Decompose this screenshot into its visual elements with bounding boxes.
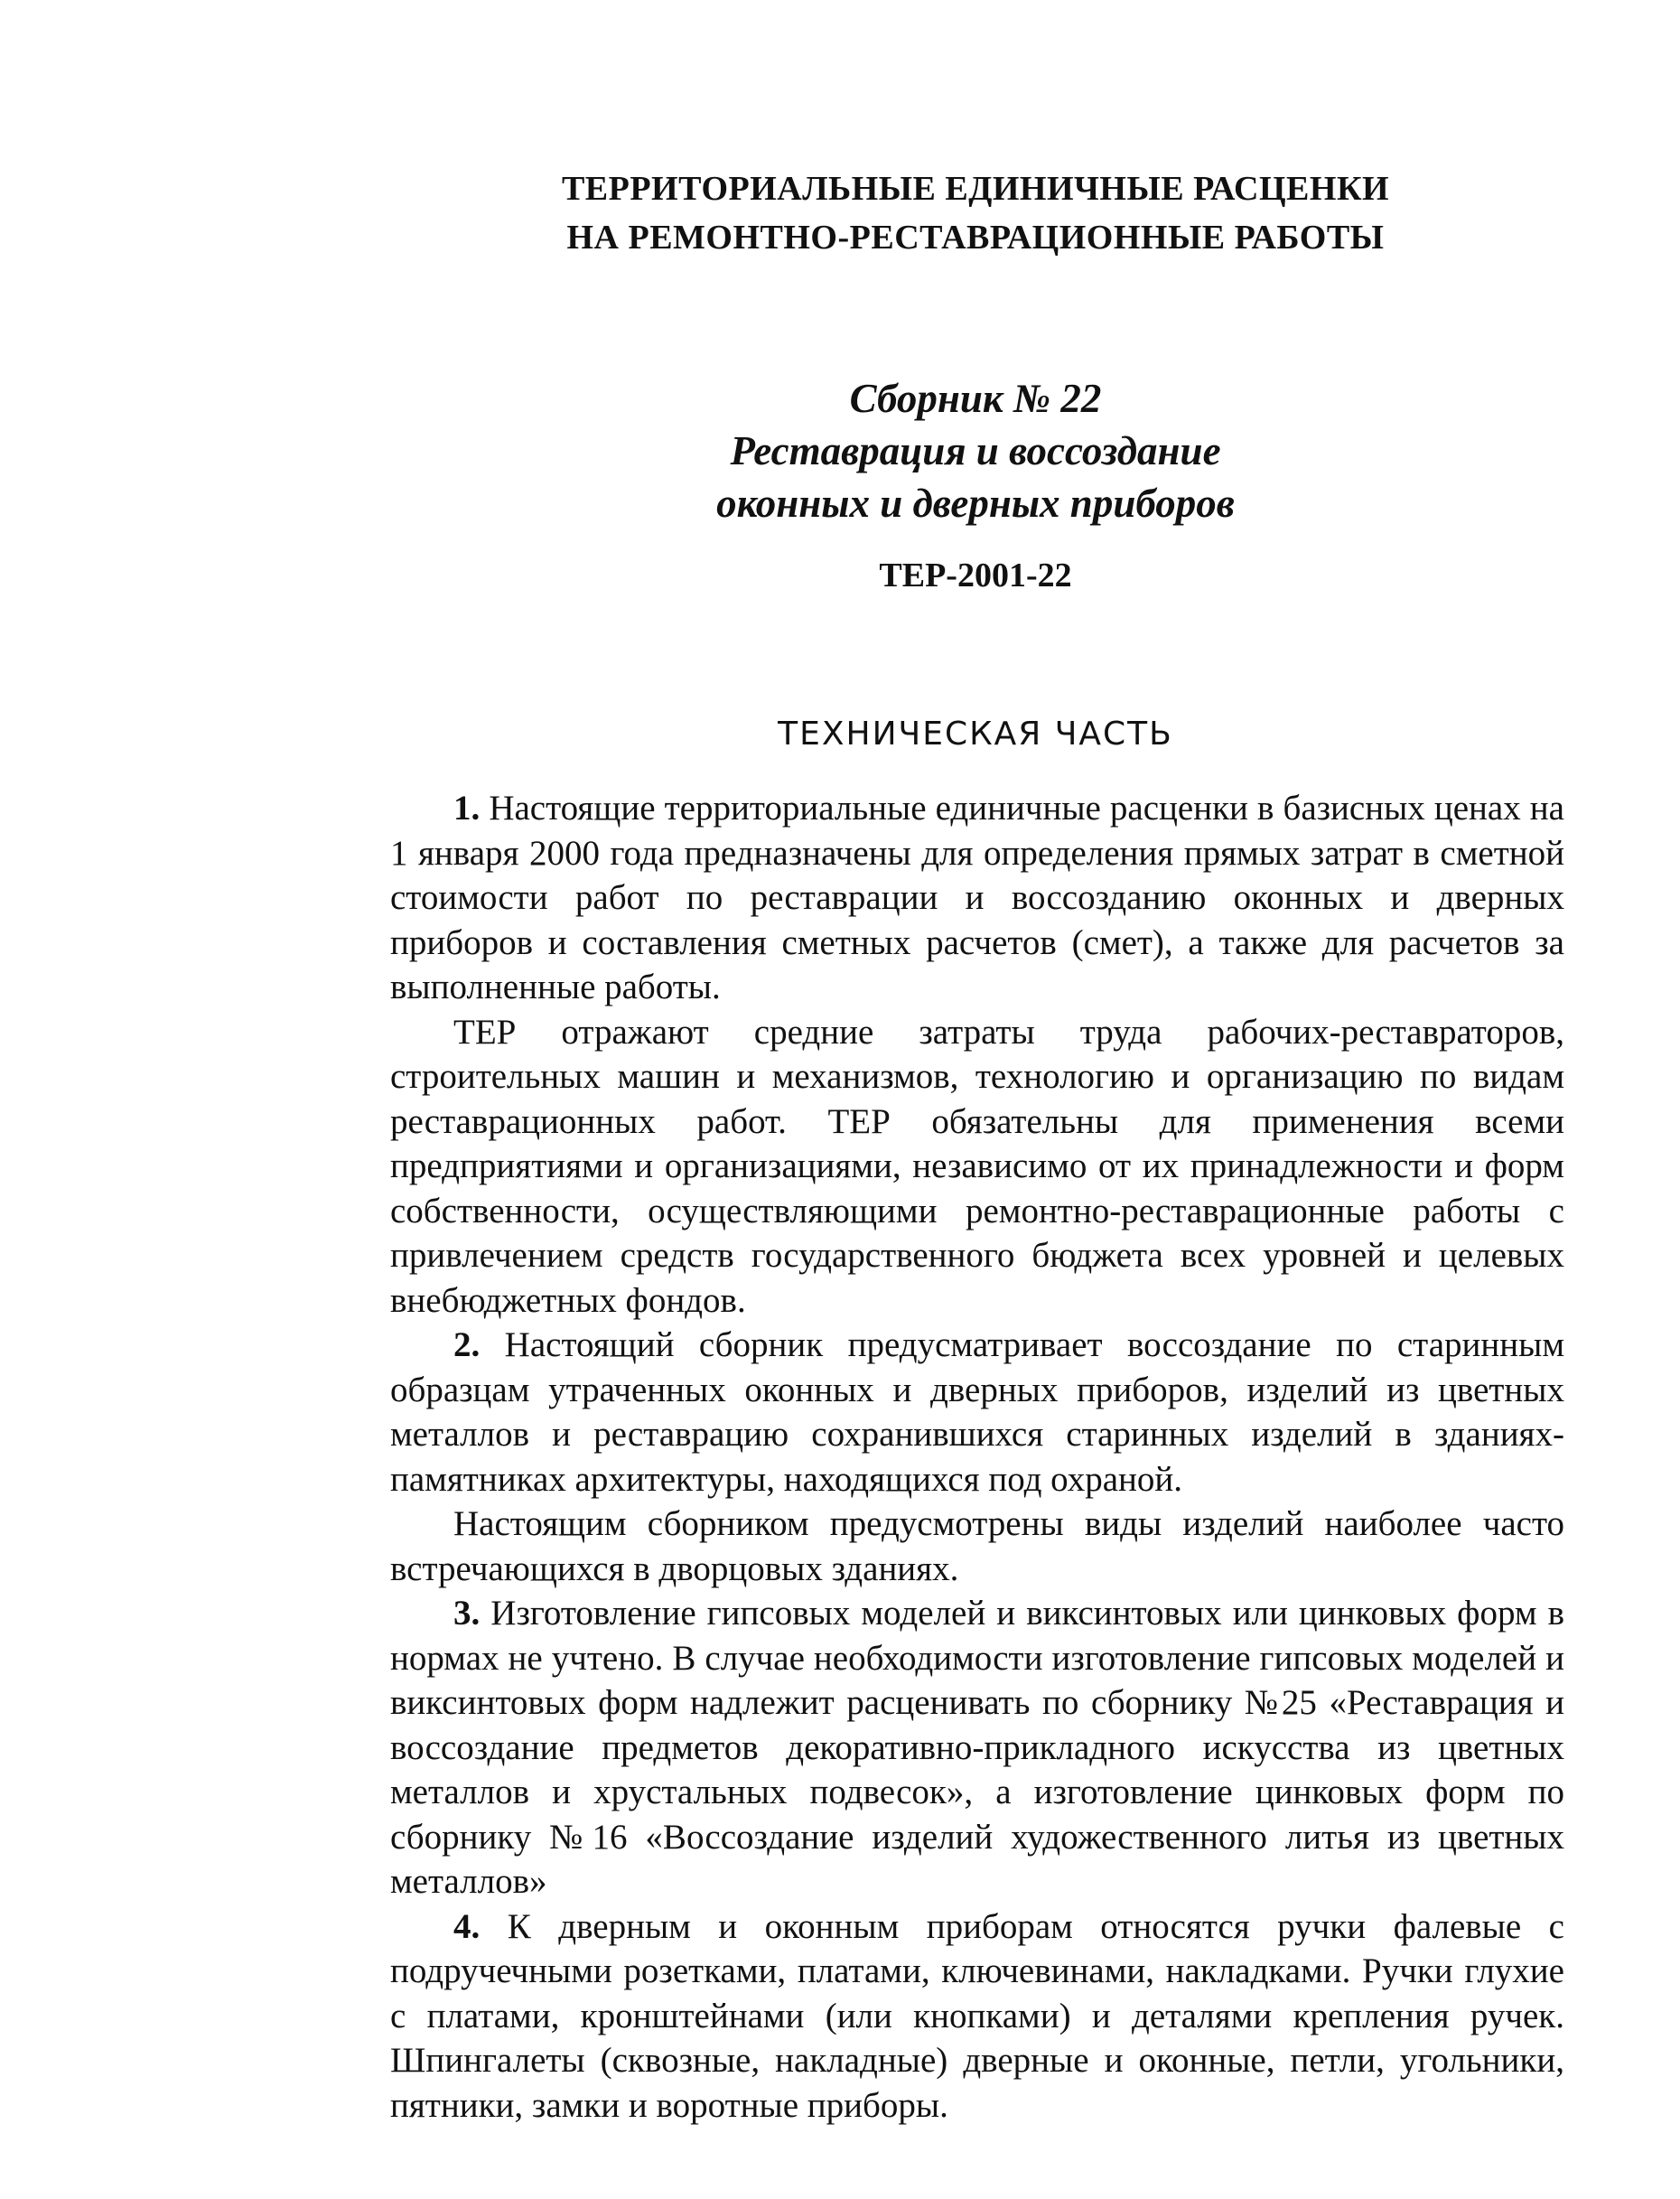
paragraph [390,1323,1564,1502]
paragraph [390,786,1564,1010]
body-text [390,786,1564,2128]
paragraph-text: Изготовление гипсовых моделей и виксинтовых или цинковых форм в нормах не учтено. В случае необходимости изготовление гипсовых моделей и виксинтовых форм надлежит расценивать по сборнику №25 «Реставрация и воссоздание предметов декоративно-прикладного искусства из цветных металлов и хрустальных подвесок», а изготовление цинковых форм по сборнику №16 «Воссоздание изделий художественного литья из цветных металлов» [390,1594,1564,1901]
section-heading: ТЕХНИЧЕСКАЯ ЧАСТЬ [778,716,1173,753]
document-code: ТЕР-2001-22 [879,557,1072,594]
collection-name-line-1: Реставрация и воссоздание [730,428,1221,473]
paragraph-number: 3. [453,1594,481,1633]
paragraph-text: ТЕР отражают средние затраты труда рабочих-реставраторов, строительных машин и механизмов, технологию и организацию по видам реставрационных работ. ТЕР обязательны для применения всеми предприятиями и организациями, независимо от их принадлежности и форм собственности, осуществляющими ремонтно-реставрационные работы с привлечением средств государственного бюджета всех уровней и целевых внебюджетных фондов. [390,1012,1564,1320]
paragraph-number: 2. [453,1325,481,1364]
paragraph-text: Настоящим сборником предусмотрены виды изделий наиболее часто встречающихся в дворцовых зданиях. [390,1504,1564,1588]
title-line-1: ТЕРРИТОРИАЛЬНЫЕ ЕДИНИЧНЫЕ РАСЦЕНКИ [561,170,1390,208]
collection-name-line-2: оконных и дверных приборов [716,481,1235,526]
paragraph [390,1904,1564,2129]
paragraph-text: К дверным и оконным приборам относятся ручки фалевые с подручечными розетками, платами, ключевинами, накладками. Ручки глухие с платами, кронштейнами (или кнопками) и деталями крепления ручек. Шпингалеты (сквозные, накладные) дверные и оконные, петли, угольники, пятники, замки и воротные приборы. [390,1906,1564,2125]
paragraph [390,1502,1564,1591]
collection-heading [578,372,1373,529]
paragraph [390,1591,1564,1904]
title-line-2: НА РЕМОНТНО-РЕСТАВРАЦИОННЫЕ РАБОТЫ [566,219,1385,257]
collection-number: Сборник № 22 [849,376,1102,421]
paragraph [390,1010,1564,1324]
paragraph-text: Настоящие территориальные единичные расценки в базисных ценах на 1 января 2000 года предназначены для определения прямых затрат в сметной стоимости работ по реставрации и воссозданию оконных и дверных приборов и составления сметных расчетов (смет), а также для расчетов за выполненные работы. [390,789,1564,1006]
paragraph-text: Настоящий сборник предусматривает воссоздание по старинным образцам утраченных оконных и дверных приборов, изделий из цветных металлов и реставрацию сохранившихся старинных изделий в зданиях-памятниках архитектуры, находящихся под охраной. [390,1325,1564,1499]
paragraph-number: 4. [453,1906,481,1946]
paragraph-number: 1. [453,789,481,828]
document-title [470,164,1481,262]
